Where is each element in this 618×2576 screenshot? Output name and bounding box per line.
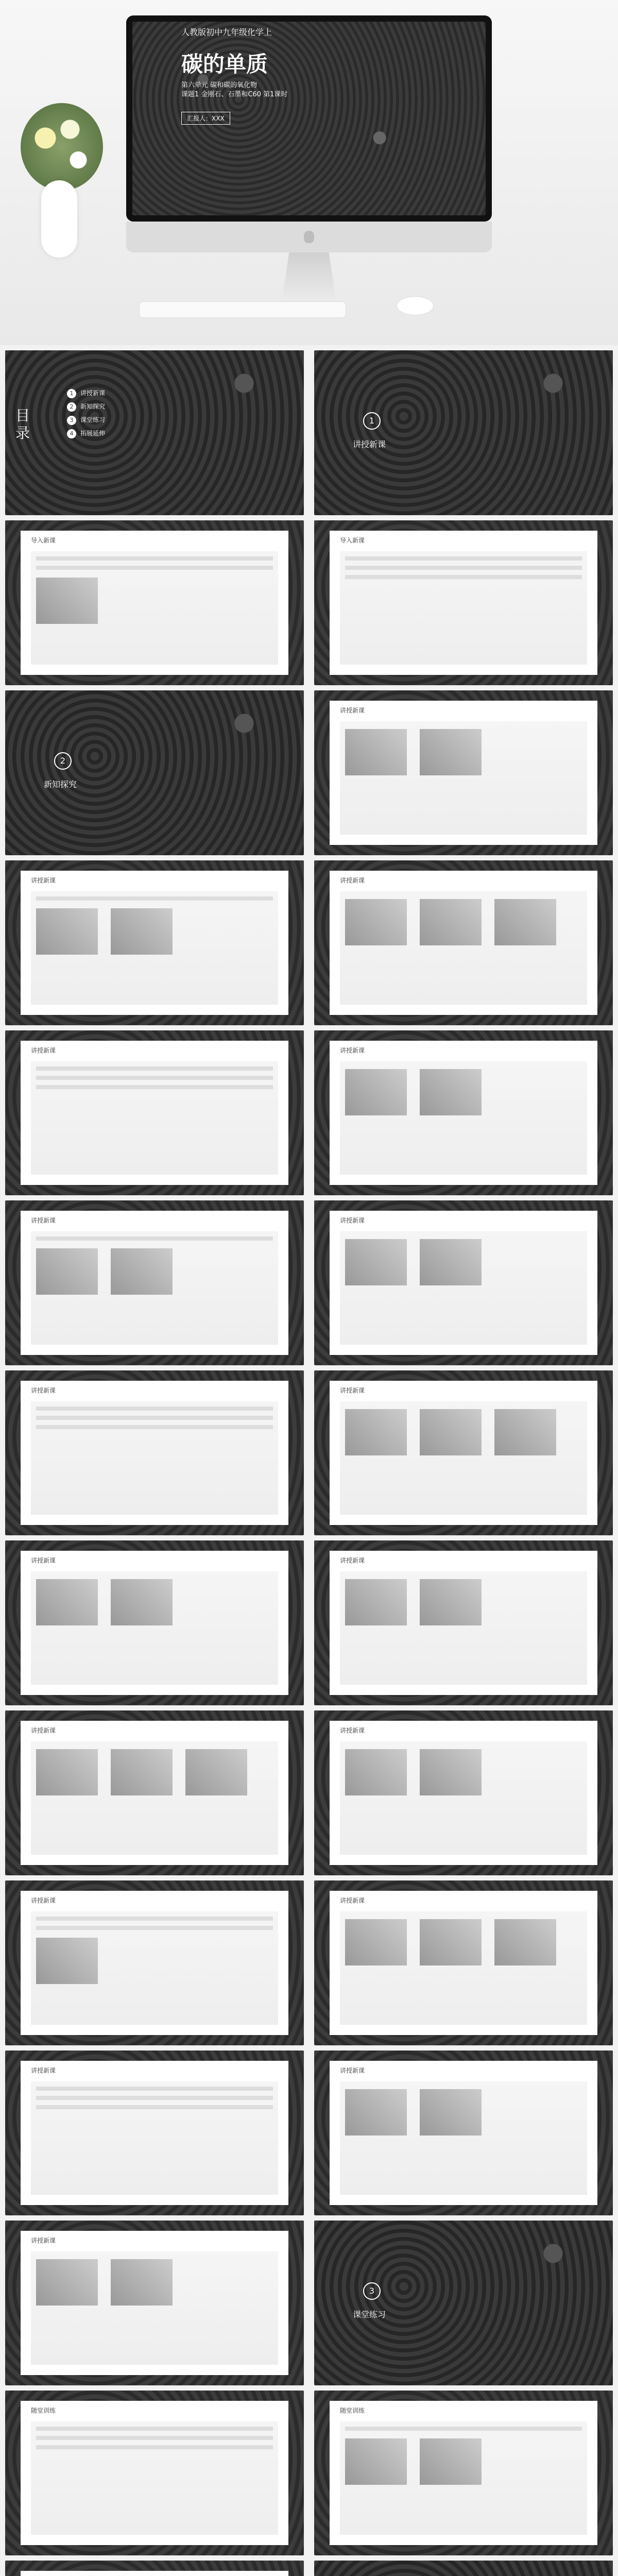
card-content — [31, 1401, 278, 1515]
image-placeholder — [420, 1749, 482, 1795]
content-slide-19 — [314, 2050, 613, 2215]
text-line — [36, 556, 273, 561]
card-content — [340, 1061, 587, 1175]
card-content — [31, 2421, 278, 2535]
content-card — [21, 1211, 288, 1355]
image-placeholder — [420, 2089, 482, 2136]
content-card — [330, 1381, 597, 1525]
image-placeholder — [420, 2438, 482, 2485]
toc-item-label: 讲授新课 — [80, 389, 106, 397]
section-number: 1 — [363, 412, 381, 430]
card-content — [340, 1741, 587, 1855]
text-line — [36, 2087, 273, 2091]
section-title: 课堂练习 — [353, 2310, 386, 2319]
content-card — [330, 1551, 597, 1695]
content-slide-14 — [5, 1710, 304, 1875]
card-content — [31, 1061, 278, 1175]
section-slide-3 — [314, 2221, 613, 2385]
card-title: 讲授新课 — [340, 877, 365, 884]
text-line — [36, 2436, 273, 2440]
image-placeholder — [111, 1579, 173, 1625]
content-slide-1 — [5, 520, 304, 685]
image-placeholder — [36, 1579, 98, 1625]
image-placeholder — [185, 1749, 247, 1795]
content-slide-9 — [314, 1200, 613, 1365]
content-slide-12 — [5, 1540, 304, 1705]
image-placeholder — [420, 729, 482, 775]
content-card — [21, 2401, 288, 2545]
hero-presenter: 汇报人：XXX — [181, 112, 230, 125]
image-placeholder — [494, 899, 556, 945]
content-card — [330, 1891, 597, 2035]
content-slide-3 — [314, 690, 613, 855]
card-title: 导入新课 — [31, 537, 56, 544]
section-number: 3 — [363, 2282, 381, 2300]
card-content — [340, 2421, 587, 2535]
image-placeholder — [345, 1239, 407, 1285]
image-placeholder — [420, 1409, 482, 1455]
section-number: 2 — [54, 752, 72, 770]
image-placeholder — [345, 729, 407, 775]
content-slide-23 — [5, 2561, 304, 2576]
section-title: 讲授新课 — [353, 439, 386, 449]
toc-item-number: 2 — [67, 402, 76, 412]
text-line — [36, 1406, 273, 1411]
content-card — [21, 531, 288, 675]
card-title: 讲授新课 — [340, 1217, 365, 1224]
image-placeholder — [36, 1248, 98, 1295]
card-content — [340, 2081, 587, 2195]
card-title: 讲授新课 — [31, 1047, 56, 1054]
content-card — [21, 1551, 288, 1695]
image-placeholder — [345, 899, 407, 945]
toc-item[interactable] — [67, 427, 105, 440]
toc-item-label: 新知探究 — [80, 403, 106, 410]
imac-screen — [126, 15, 492, 222]
image-placeholder — [36, 2259, 98, 2306]
card-title: 讲授新课 — [31, 2067, 56, 2074]
text-line — [345, 556, 582, 561]
text-line — [36, 896, 273, 901]
text-line — [36, 2427, 273, 2431]
card-content — [31, 1911, 278, 2025]
card-title: 讲授新课 — [31, 2237, 56, 2244]
card-content — [340, 1231, 587, 1345]
content-card — [21, 2231, 288, 2375]
card-content — [31, 891, 278, 1005]
toc-item-number: 3 — [67, 416, 76, 425]
card-title: 讲授新课 — [340, 2067, 365, 2074]
content-slide-15 — [314, 1710, 613, 1875]
toc-item[interactable] — [67, 413, 105, 427]
apple-logo-icon — [304, 231, 314, 243]
image-placeholder — [345, 1069, 407, 1115]
card-content — [340, 1401, 587, 1515]
card-title: 讲授新课 — [31, 877, 56, 884]
text-line — [345, 2427, 582, 2431]
content-card — [330, 2401, 597, 2545]
image-placeholder — [420, 1239, 482, 1285]
image-placeholder — [494, 1919, 556, 1965]
content-card — [21, 2061, 288, 2205]
toc-item-label: 课堂练习 — [80, 416, 106, 423]
card-title: 讲授新课 — [340, 1727, 365, 1734]
card-title: 随堂训练 — [31, 2407, 56, 2414]
text-line — [36, 2445, 273, 2449]
text-line — [36, 566, 273, 570]
keyboard — [139, 301, 346, 318]
card-content — [340, 1911, 587, 2025]
image-placeholder — [420, 1069, 482, 1115]
hero-lines — [181, 81, 287, 99]
card-content — [340, 721, 587, 835]
card-title: 随堂训练 — [340, 2407, 365, 2414]
image-placeholder — [420, 1919, 482, 1965]
image-placeholder — [345, 1919, 407, 1965]
section-slide-4 — [314, 2561, 613, 2576]
card-title: 讲授新课 — [31, 1217, 56, 1224]
content-slide-17 — [314, 1880, 613, 2045]
image-placeholder — [111, 2259, 173, 2306]
image-placeholder — [111, 1248, 173, 1295]
image-placeholder — [345, 1409, 407, 1455]
content-card — [330, 531, 597, 675]
toc-items — [67, 386, 105, 440]
flower-bouquet — [21, 103, 103, 191]
card-content — [31, 551, 278, 665]
card-content — [340, 1571, 587, 1685]
content-slide-6 — [5, 1030, 304, 1195]
card-title: 讲授新课 — [340, 1897, 365, 1904]
image-placeholder — [36, 1749, 98, 1795]
image-placeholder — [111, 908, 173, 955]
image-placeholder — [345, 2089, 407, 2136]
image-placeholder — [494, 1409, 556, 1455]
content-card — [21, 871, 288, 1015]
toc-item[interactable] — [67, 386, 105, 400]
card-title: 讲授新课 — [340, 1557, 365, 1564]
image-placeholder — [345, 1579, 407, 1625]
screen-background — [132, 22, 486, 215]
image-placeholder — [420, 1579, 482, 1625]
card-content — [340, 551, 587, 665]
section-title: 新知探究 — [44, 779, 77, 789]
card-content — [31, 2251, 278, 2365]
content-card — [330, 871, 597, 1015]
content-slide-8 — [5, 1200, 304, 1365]
hero-subtitle: 人教版初中九年级化学上 — [181, 27, 272, 37]
toc-item-number: 4 — [67, 429, 76, 438]
card-title: 讲授新课 — [31, 1557, 56, 1564]
content-slide-21 — [5, 2391, 304, 2555]
mouse — [397, 296, 434, 315]
hero-title: 碳的单质 — [181, 52, 268, 77]
text-line — [36, 2105, 273, 2109]
content-slide-18 — [5, 2050, 304, 2215]
image-placeholder — [36, 908, 98, 955]
card-title: 讲授新课 — [31, 1387, 56, 1394]
card-content — [340, 891, 587, 1005]
text-line — [36, 1085, 273, 1089]
text-line — [36, 1926, 273, 1930]
content-card — [330, 1041, 597, 1185]
content-slide-7 — [314, 1030, 613, 1195]
image-placeholder — [36, 1938, 98, 1984]
hero-section — [0, 0, 618, 345]
content-slide-13 — [314, 1540, 613, 1705]
text-line — [36, 1917, 273, 1921]
text-line — [36, 1425, 273, 1429]
section-slide-2 — [5, 690, 304, 855]
card-title: 导入新课 — [340, 537, 365, 544]
content-card — [21, 1721, 288, 1865]
card-title: 讲授新课 — [340, 1387, 365, 1394]
text-line — [36, 1236, 273, 1241]
content-slide-16 — [5, 1880, 304, 2045]
text-line — [36, 1076, 273, 1080]
hero-line-2: 课题1 金刚石、石墨和C60 第1课时 — [181, 91, 288, 98]
text-line — [345, 575, 582, 579]
content-slide-11 — [314, 1370, 613, 1535]
text-line — [345, 566, 582, 570]
content-card — [21, 1891, 288, 2035]
content-slide-2 — [314, 520, 613, 685]
content-card — [21, 1381, 288, 1525]
content-slide-10 — [5, 1370, 304, 1535]
content-card — [21, 2571, 288, 2576]
content-card — [330, 1721, 597, 1865]
image-placeholder — [36, 578, 98, 624]
imac-stand — [281, 252, 337, 309]
card-title: 讲授新课 — [31, 1897, 56, 1904]
content-card — [330, 701, 597, 845]
card-content — [31, 1231, 278, 1345]
image-placeholder — [111, 1749, 173, 1795]
image-placeholder — [345, 2438, 407, 2485]
card-content — [31, 1741, 278, 1855]
card-title: 讲授新课 — [31, 1727, 56, 1734]
card-title: 讲授新课 — [340, 707, 365, 714]
card-content — [31, 1571, 278, 1685]
vase — [41, 180, 77, 258]
image-placeholder — [420, 899, 482, 945]
content-card — [330, 2061, 597, 2205]
content-slide-4 — [5, 860, 304, 1025]
image-placeholder — [345, 1749, 407, 1795]
content-card — [330, 1211, 597, 1355]
toc-item-label: 拓展延伸 — [80, 430, 106, 437]
toc-item-number: 1 — [67, 389, 76, 398]
text-line — [36, 1066, 273, 1071]
imac-display — [126, 15, 492, 247]
card-content — [31, 2081, 278, 2195]
toc-item[interactable] — [67, 400, 105, 413]
content-slide-20 — [5, 2221, 304, 2385]
content-card — [21, 1041, 288, 1185]
content-slide-22 — [314, 2391, 613, 2555]
card-title: 讲授新课 — [340, 1047, 365, 1054]
section-slide-1 — [314, 350, 613, 515]
hero-line-1: 第六单元 碳和碳的氧化物 — [181, 81, 258, 89]
content-slide-5 — [314, 860, 613, 1025]
text-line — [36, 1416, 273, 1420]
toc-slide — [5, 350, 304, 515]
text-line — [36, 2096, 273, 2100]
toc-title: 目录 — [15, 407, 30, 442]
